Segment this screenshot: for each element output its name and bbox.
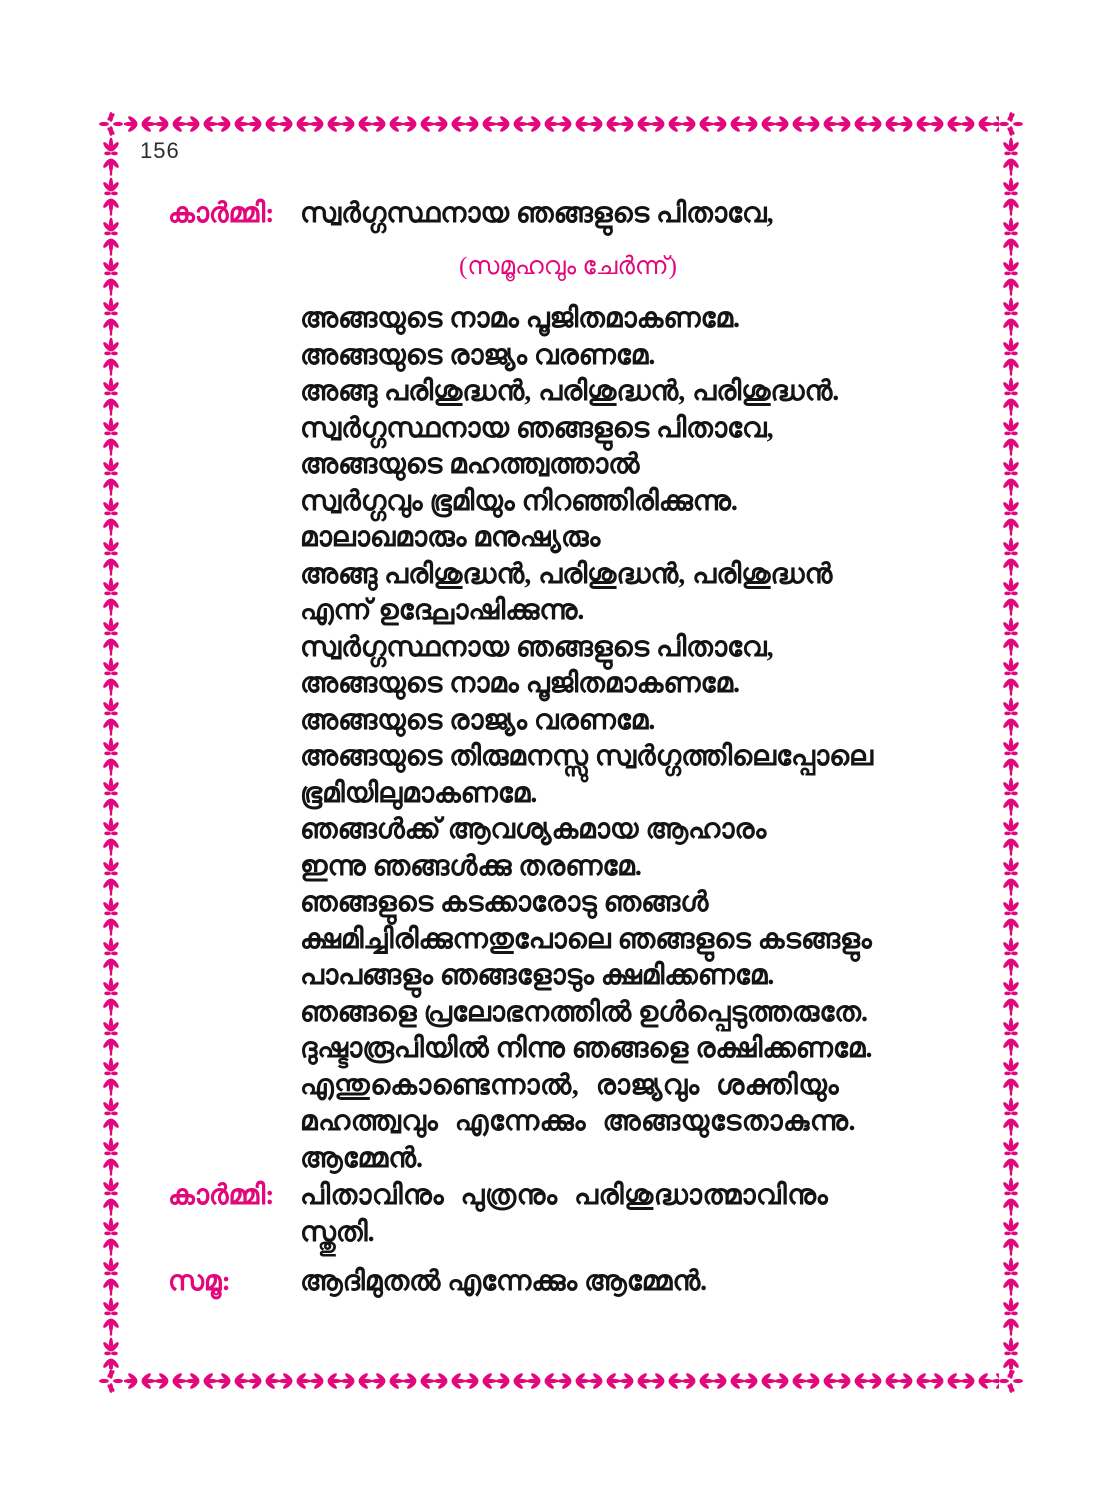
prayer-line: അങ്ങയുടെ തിരുമനസ്സു സ്വർഗ്ഗത്തിലെപ്പോലെ: [300, 741, 874, 772]
page-number: 156: [140, 138, 180, 163]
corner-rosette-icon: [99, 1369, 123, 1393]
response-line: ആദിമുതൽ എന്നേക്കും ആമ്മേൻ.: [300, 1266, 708, 1297]
border-left-ornament: [99, 136, 123, 1369]
prayer-line: ദുഷ്ടാരൂപിയിൽ നിന്നു ഞങ്ങളെ രക്ഷിക്കണമേ.: [300, 1033, 873, 1064]
prayer-body: [300, 301, 1008, 1177]
corner-rosette-icon: [999, 1369, 1023, 1393]
prayer-line: ഞങ്ങൾക്ക് ആവശ്യകമായ ആഹാരം: [300, 814, 767, 845]
prayer-line: ഞങ്ങളുടെ കടക്കാരോടു ഞങ്ങൾ: [300, 887, 709, 918]
prayer-line: അങ്ങു പരിശുദ്ധൻ, പരിശുദ്ധൻ, പരിശുദ്ധൻ: [300, 558, 833, 590]
dialogue-row-response: [168, 1264, 1008, 1301]
dialogue-row-doxology: [168, 1178, 1008, 1251]
opening-line: സ്വർഗ്ഗസ്ഥനായ ഞങ്ങളുടെ പിതാവേ,: [300, 198, 774, 229]
prayer-line: സ്വർഗ്ഗസ്ഥനായ ഞങ്ങളുടെ പിതാവേ,: [300, 631, 774, 663]
prayer-line: ഭൂമിയിലുമാകണമേ.: [300, 777, 538, 809]
prayer-line: എന്തുകൊണ്ടെന്നാൽ, രാജ്യവും ശക്തിയും: [300, 1069, 840, 1101]
prayer-line: സ്വർഗ്ഗവും ഭൂമിയും നിറഞ്ഞിരിക്കുന്നു.: [300, 485, 738, 517]
corner-rosette-icon: [999, 112, 1023, 136]
prayer-line: അങ്ങയുടെ രാജ്യം വരണമേ.: [300, 339, 656, 371]
doxology-line: സ്തുതി.: [300, 1216, 375, 1248]
prayer-line: മാലാഖമാരും മനുഷ്യരും: [300, 522, 601, 553]
doxology-line: പിതാവിനും പുത്രനും പരിശുദ്ധാത്മാവിനും: [300, 1180, 829, 1211]
border-top-ornament: [124, 112, 999, 136]
speaker-label-celebrant: കാർമ്മി:: [168, 1180, 275, 1211]
prayer-line: അങ്ങു പരിശുദ്ധൻ, പരിശുദ്ധൻ, പരിശുദ്ധൻ.: [300, 376, 840, 407]
prayer-line: അങ്ങയുടെ നാമം പൂജിതമാകണമേ.: [300, 303, 741, 334]
speaker-label-congregation: സമൂ:: [168, 1266, 231, 1297]
corner-rosette-icon: [99, 112, 123, 136]
prayer-line: ആമ്മേൻ.: [300, 1142, 424, 1174]
prayer-line: അങ്ങയുടെ രാജ്യം വരണമേ.: [300, 704, 656, 736]
prayer-line: അങ്ങയുടെ നാമം പൂജിതമാകണമേ.: [300, 668, 741, 699]
prayer-line: പാപങ്ങളും ഞങ്ങളോടും ക്ഷമിക്കണമേ.: [300, 960, 775, 991]
prayer-line: ഞങ്ങളെ പ്രലോഭനത്തിൽ ഉൾപ്പെടുത്തരുതേ.: [300, 996, 869, 1028]
prayer-line: എന്ന് ഉദ്ഘോഷിക്കുന്നു.: [300, 595, 585, 626]
doxology-lines: [300, 1178, 1008, 1251]
prayer-line: മഹത്ത്വവും എന്നേക്കും അങ്ങയുടേതാകുന്നു.: [300, 1106, 857, 1137]
prayer-line: ഇന്നു ഞങ്ങൾക്കു തരണമേ.: [300, 850, 642, 882]
rubric-note: (സമൂഹവും ചേർന്ന്): [458, 252, 678, 280]
prayer-line: സ്വർഗ്ഗസ്ഥനായ ഞങ്ങളുടെ പിതാവേ,: [300, 412, 774, 444]
border-bottom-ornament: [124, 1369, 999, 1393]
prayer-line: ക്ഷമിച്ചിരിക്കുന്നതുപോലെ ഞങ്ങളുടെ കടങ്ങളും: [300, 923, 872, 955]
prayer-content: [168, 196, 1008, 1301]
speaker-label-celebrant: കാർമ്മി:: [168, 198, 275, 229]
dialogue-row-opening: [168, 196, 1008, 233]
prayer-line: അങ്ങയുടെ മഹത്ത്വത്താൽ: [300, 449, 640, 480]
